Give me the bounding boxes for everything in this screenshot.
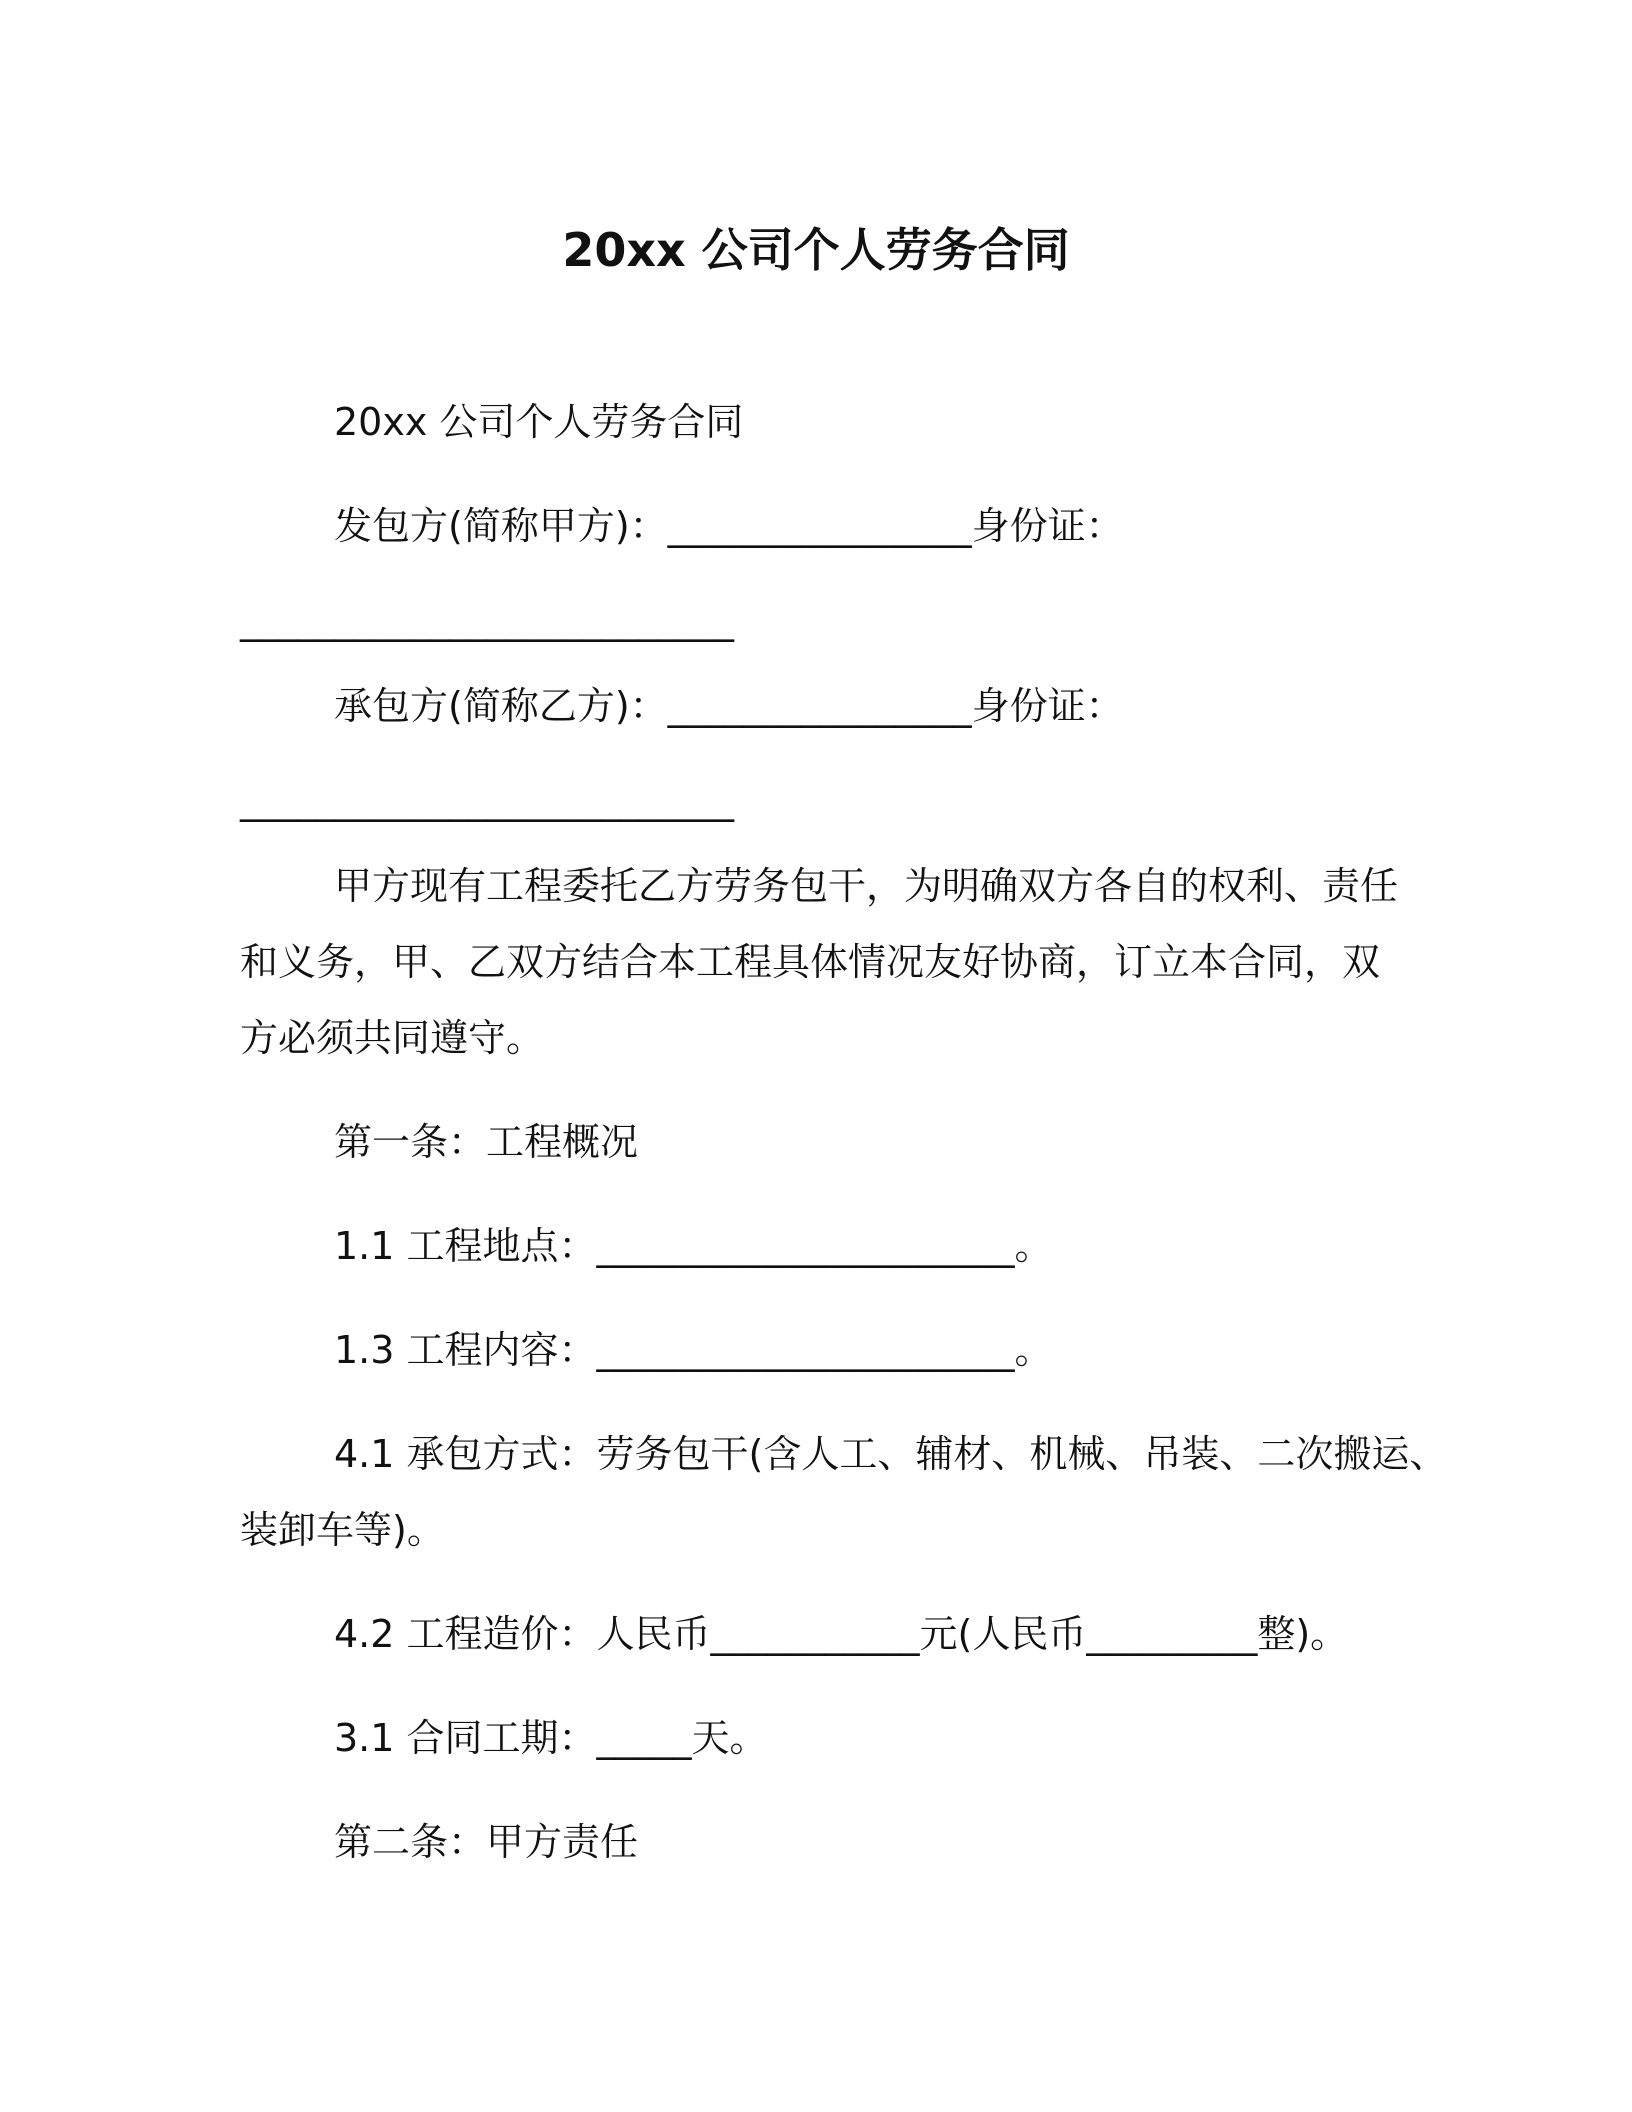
- intro-paragraph-line-1: 甲方现有工程委托乙方劳务包干，为明确双方各自的权利、责任: [334, 864, 1399, 908]
- subtitle-line: 20xx 公司个人劳务合同: [334, 400, 744, 444]
- party-b-id-blank: __________________________: [240, 778, 734, 822]
- clause-1-3: 1.3 工程内容：______________________。: [334, 1328, 1053, 1372]
- party-b-line: 承包方(简称乙方)：________________身份证：: [334, 684, 1124, 728]
- intro-paragraph-line-2: 和义务，甲、乙双方结合本工程具体情况友好协商，订立本合同，双: [240, 940, 1381, 984]
- article-2-heading: 第二条：甲方责任: [334, 1820, 639, 1864]
- party-a-line: 发包方(简称甲方)：________________身份证：: [334, 504, 1124, 548]
- party-a-id-blank: __________________________: [240, 598, 734, 642]
- clause-4-2: 4.2 工程造价：人民币___________元(人民币_________整)。: [334, 1612, 1349, 1656]
- clause-4-1-line-2: 装卸车等)。: [240, 1508, 445, 1552]
- clause-4-1-line-1: 4.1 承包方式：劳务包干(含人工、辅材、机械、吊装、二次搬运、: [334, 1432, 1448, 1476]
- clause-1-1: 1.1 工程地点：______________________。: [334, 1224, 1053, 1268]
- document-title: 20xx 公司个人劳务合同: [562, 223, 1070, 277]
- article-1-heading: 第一条：工程概况: [334, 1120, 639, 1164]
- clause-3-1: 3.1 合同工期：_____天。: [334, 1716, 768, 1760]
- intro-paragraph-line-3: 方必须共同遵守。: [240, 1016, 545, 1060]
